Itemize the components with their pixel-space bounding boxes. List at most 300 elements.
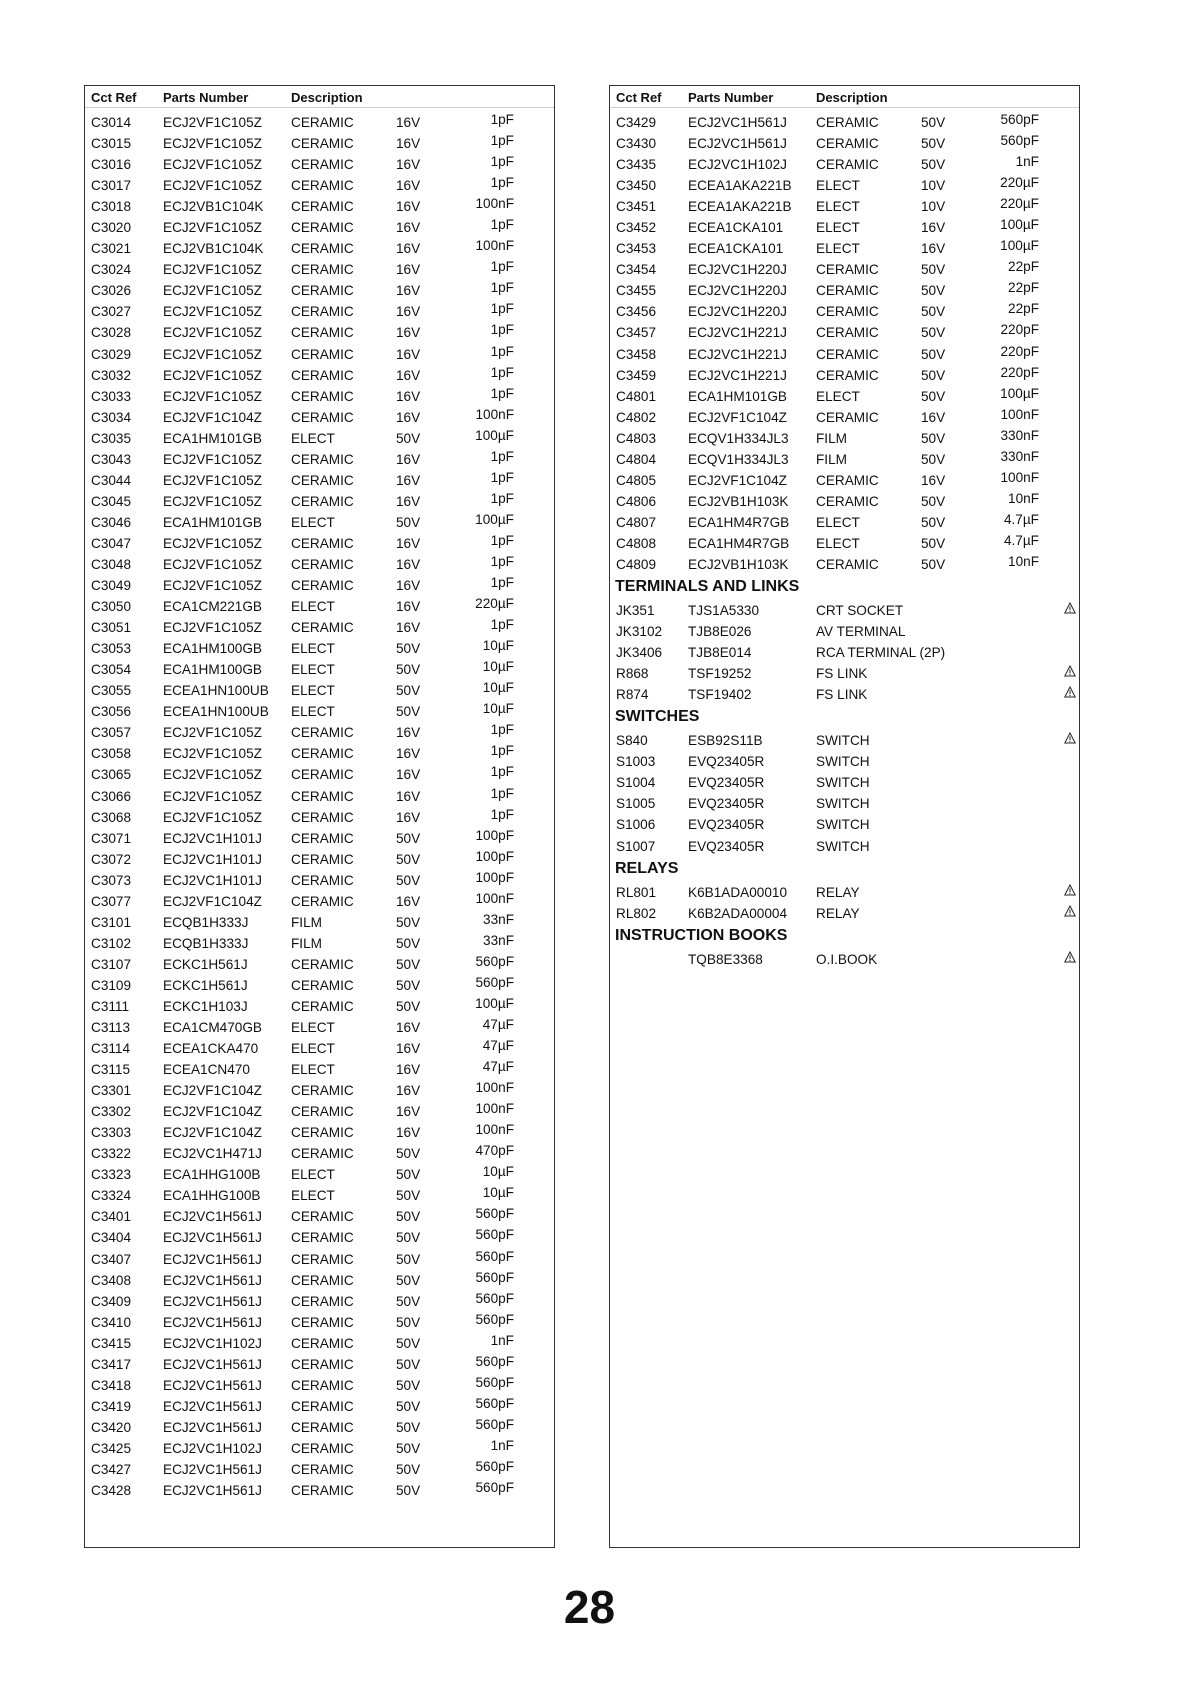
cct-ref: C4801: [616, 388, 657, 404]
cct-ref: JK3406: [616, 645, 663, 661]
description: CERAMIC: [291, 788, 354, 804]
description: CERAMIC: [816, 346, 879, 362]
table-row: [85, 533, 554, 554]
table-row: [85, 428, 554, 449]
description: ELECT: [291, 430, 335, 446]
table-row: [85, 1480, 554, 1501]
cct-ref: C3053: [91, 641, 132, 657]
voltage: 50V: [921, 283, 946, 299]
cct-ref: C3407: [91, 1251, 132, 1267]
cct-ref: C4808: [616, 535, 657, 551]
table-row: [85, 1333, 554, 1354]
cct-ref: C3066: [91, 788, 132, 804]
section-heading: [610, 857, 1079, 882]
table-row: [85, 1291, 554, 1312]
cct-ref: C3048: [91, 556, 132, 572]
voltage: 16V: [396, 1020, 421, 1036]
table-row: [85, 491, 554, 512]
value: 22pF: [1008, 280, 1039, 296]
parts-number: ECJ2VC1H561J: [163, 1293, 262, 1309]
parts-number: ECA1HHG100B: [163, 1188, 261, 1204]
parts-number: ECJ2VB1H103K: [688, 493, 789, 509]
table-row: [85, 1059, 554, 1080]
description: CERAMIC: [291, 304, 354, 320]
section-title: TERMINALS AND LINKS: [615, 578, 800, 596]
description: FS LINK: [816, 666, 868, 682]
parts-number: K6B1ADA00010: [688, 884, 788, 900]
table-row: [85, 301, 554, 322]
parts-number: ECJ2VF1C105Z: [163, 620, 262, 636]
table-row: [610, 238, 1079, 259]
cct-ref: C3016: [91, 157, 132, 173]
voltage: 50V: [921, 388, 946, 404]
value: 100nF: [1000, 406, 1039, 422]
voltage: 50V: [396, 1314, 421, 1330]
value: 470pF: [475, 1143, 514, 1159]
parts-number: ECJ2VF1C105Z: [163, 746, 262, 762]
description: ELECT: [291, 1167, 335, 1183]
description: CERAMIC: [816, 262, 879, 278]
cct-ref: C3417: [91, 1356, 132, 1372]
description: ELECT: [291, 683, 335, 699]
value: 47µF: [482, 1017, 514, 1033]
table-row: [85, 933, 554, 954]
description: CERAMIC: [291, 451, 354, 467]
table-row: [85, 807, 554, 828]
table-row: [610, 949, 1079, 970]
table-row: [85, 743, 554, 764]
description: SWITCH: [816, 754, 870, 770]
parts-number: EVQ23405R: [688, 754, 765, 770]
value: 1pF: [490, 490, 514, 506]
voltage: 16V: [396, 535, 421, 551]
safety-warning-icon: [1064, 951, 1076, 966]
voltage: 50V: [396, 1188, 421, 1204]
value: 1pF: [490, 322, 514, 338]
parts-number: ECQB1H333J: [163, 914, 249, 930]
parts-number: TJS1A5330: [688, 603, 760, 619]
parts-number: ECJ2VC1H561J: [163, 1483, 262, 1499]
table-row: [610, 407, 1079, 428]
table-row: [85, 449, 554, 470]
parts-number: ECEA1HN100UB: [163, 683, 269, 699]
parts-number: ECJ2VF1C105Z: [163, 493, 262, 509]
table-row: [610, 154, 1079, 175]
parts-number: ECA1HM100GB: [163, 641, 262, 657]
table-row: [610, 533, 1079, 554]
voltage: 50V: [396, 1440, 421, 1456]
description: ELECT: [816, 514, 860, 530]
cct-ref: C3456: [616, 304, 657, 320]
description: ELECT: [291, 599, 335, 615]
cct-ref: C3450: [616, 178, 657, 194]
description: ELECT: [816, 535, 860, 551]
voltage: 16V: [396, 472, 421, 488]
description: CERAMIC: [816, 325, 879, 341]
cct-ref: C3026: [91, 283, 132, 299]
voltage: 50V: [396, 1398, 421, 1414]
table-row: [610, 301, 1079, 322]
value: 10µF: [482, 1164, 514, 1180]
value: 560pF: [475, 1374, 514, 1390]
cct-ref: S840: [616, 733, 648, 749]
parts-number: ECJ2VF1C105Z: [163, 767, 262, 783]
parts-number: ECJ2VC1H101J: [163, 851, 262, 867]
parts-number: ECJ2VB1C104K: [163, 241, 264, 257]
description: SWITCH: [816, 775, 870, 791]
value: 1nF: [1015, 154, 1039, 170]
cct-ref: C3065: [91, 767, 132, 783]
safety-warning-icon: [1064, 884, 1076, 899]
voltage: 16V: [396, 1083, 421, 1099]
parts-number: ECJ2VF1C105Z: [163, 157, 262, 173]
cct-ref: S1004: [616, 775, 656, 791]
parts-number: ECJ2VC1H561J: [163, 1230, 262, 1246]
description: CERAMIC: [291, 325, 354, 341]
cct-ref: C3032: [91, 367, 132, 383]
description: CERAMIC: [291, 1209, 354, 1225]
parts-number: ECEA1CKA101: [688, 220, 784, 236]
table-row: [85, 764, 554, 785]
description: CERAMIC: [291, 893, 354, 909]
voltage: 50V: [921, 325, 946, 341]
table-row: [610, 428, 1079, 449]
voltage: 50V: [396, 1146, 421, 1162]
description: CERAMIC: [291, 767, 354, 783]
table-row: [610, 663, 1079, 684]
description: CERAMIC: [291, 1462, 354, 1477]
table-row: [610, 217, 1079, 238]
voltage: 10V: [921, 178, 946, 194]
description: CERAMIC: [291, 472, 354, 488]
table-row: [85, 575, 554, 596]
value: 560pF: [475, 1269, 514, 1285]
cct-ref: C3029: [91, 346, 132, 362]
value: 100µF: [1000, 238, 1039, 254]
voltage: 50V: [396, 641, 421, 657]
cct-ref: C3451: [616, 199, 657, 215]
value: 560pF: [475, 1311, 514, 1327]
cct-ref: C4807: [616, 514, 657, 530]
description: RELAY: [816, 884, 860, 900]
cct-ref: C3028: [91, 325, 132, 341]
voltage: 50V: [396, 851, 421, 867]
table-row: [85, 1312, 554, 1333]
description: FS LINK: [816, 687, 868, 703]
table-row: [610, 133, 1079, 154]
parts-number: ECJ2VF1C105Z: [163, 451, 262, 467]
description: CERAMIC: [291, 851, 354, 867]
parts-number: ECJ2VC1H561J: [163, 1462, 262, 1477]
table-row: [85, 1227, 554, 1248]
value: 1pF: [490, 112, 514, 127]
cct-ref: C3425: [91, 1440, 132, 1456]
voltage: 50V: [396, 830, 421, 846]
table-row: [610, 280, 1079, 301]
parts-number: ECJ2VF1C105Z: [163, 283, 262, 299]
value: 220µF: [1000, 196, 1039, 212]
parts-number: ECKC1H561J: [163, 956, 248, 972]
section-title: INSTRUCTION BOOKS: [615, 926, 788, 944]
voltage: 16V: [396, 241, 421, 257]
parts-number: ECA1HM101GB: [163, 514, 262, 530]
safety-warning-icon: [1064, 905, 1076, 920]
description: ELECT: [816, 388, 860, 404]
description: CERAMIC: [291, 1398, 354, 1414]
cct-ref: C3418: [91, 1377, 132, 1393]
table-row: [85, 259, 554, 280]
value: 10µF: [482, 701, 514, 717]
description: CERAMIC: [291, 1419, 354, 1435]
description: FILM: [816, 451, 847, 467]
description: SWITCH: [816, 838, 870, 854]
value: 560pF: [475, 974, 514, 990]
parts-number: ECJ2VC1H220J: [688, 304, 787, 320]
voltage: 50V: [396, 872, 421, 888]
value: 560pF: [475, 1227, 514, 1243]
value: 560pF: [475, 1416, 514, 1432]
voltage: 10V: [921, 199, 946, 215]
table-row: [610, 684, 1079, 705]
parts-number: ECJ2VF1C104Z: [163, 893, 262, 909]
table-row: [85, 596, 554, 617]
description: SWITCH: [816, 796, 870, 812]
parts-number: ECJ2VF1C105Z: [163, 136, 262, 152]
cct-ref: C4802: [616, 409, 657, 425]
cct-ref: C3049: [91, 578, 132, 594]
voltage: 50V: [396, 1293, 421, 1309]
description: CERAMIC: [816, 304, 879, 320]
table-row: [85, 1101, 554, 1122]
description: FILM: [291, 935, 322, 951]
value: 10µF: [482, 1185, 514, 1201]
voltage: 16V: [396, 409, 421, 425]
table-row: [610, 814, 1079, 835]
table-row: [85, 554, 554, 575]
parts-number: ECEA1CKA470: [163, 1041, 259, 1057]
table-row: [85, 1143, 554, 1164]
table-header: [610, 86, 1079, 108]
header-cct-ref: Cct Ref: [616, 90, 662, 105]
value: 100µF: [1000, 385, 1039, 401]
table-row: [85, 870, 554, 891]
description: CERAMIC: [291, 388, 354, 404]
cct-ref: C3102: [91, 935, 132, 951]
value: 100nF: [475, 1122, 514, 1138]
value: 220pF: [1000, 322, 1039, 338]
parts-number: ECJ2VC1H561J: [163, 1272, 262, 1288]
description: ELECT: [291, 641, 335, 657]
value: 330nF: [1000, 448, 1039, 464]
parts-number: ECQB1H333J: [163, 935, 249, 951]
table-row: [610, 344, 1079, 365]
parts-number: ECJ2VF1C105Z: [163, 556, 262, 572]
parts-number: ECJ2VC1H101J: [163, 830, 262, 846]
page-number: 28: [563, 1581, 616, 1633]
value: 4.7µF: [1003, 511, 1039, 527]
table-row: [610, 621, 1079, 642]
value: 1pF: [490, 301, 514, 317]
value: 4.7µF: [1003, 532, 1039, 548]
table-row: [85, 196, 554, 217]
cct-ref: C3323: [91, 1167, 132, 1183]
cct-ref: C3057: [91, 725, 132, 741]
description: ELECT: [291, 514, 335, 530]
cct-ref: C3035: [91, 430, 132, 446]
voltage: 50V: [921, 262, 946, 278]
parts-number: ECA1CM470GB: [163, 1020, 262, 1036]
value: 1pF: [490, 553, 514, 569]
value: 1pF: [490, 575, 514, 591]
section-heading: [610, 575, 1079, 600]
table-row: [610, 112, 1079, 133]
cct-ref: C3324: [91, 1188, 132, 1204]
voltage: 50V: [921, 556, 946, 572]
cct-ref: S1007: [616, 838, 656, 854]
value: 100nF: [475, 1080, 514, 1096]
description: CERAMIC: [291, 115, 354, 130]
table-row: [85, 1185, 554, 1206]
table-row: [85, 217, 554, 238]
parts-number: ECA1CM221GB: [163, 599, 262, 615]
value: 1pF: [490, 722, 514, 738]
voltage: 16V: [396, 1104, 421, 1120]
voltage: 50V: [396, 1377, 421, 1393]
parts-number: ECJ2VC1H471J: [163, 1146, 262, 1162]
value: 1nF: [490, 1437, 514, 1453]
cct-ref: C3322: [91, 1146, 132, 1162]
voltage: 50V: [396, 1167, 421, 1183]
value: 1pF: [490, 532, 514, 548]
description: CERAMIC: [291, 1293, 354, 1309]
value: 330nF: [1000, 427, 1039, 443]
cct-ref: C3427: [91, 1462, 132, 1477]
description: ELECT: [816, 241, 860, 257]
cct-ref: C3071: [91, 830, 132, 846]
parts-number: ECJ2VF1C104Z: [163, 1083, 262, 1099]
value: 1pF: [490, 743, 514, 759]
table-row: [85, 701, 554, 722]
description: CERAMIC: [291, 725, 354, 741]
cct-ref: C3455: [616, 283, 657, 299]
description: FILM: [816, 430, 847, 446]
voltage: 50V: [921, 115, 946, 130]
parts-number: ECJ2VF1C105Z: [163, 578, 262, 594]
voltage: 50V: [921, 493, 946, 509]
voltage: 16V: [396, 599, 421, 615]
table-row: [610, 365, 1079, 386]
parts-number: ECJ2VC1H561J: [163, 1251, 262, 1267]
parts-number: ECJ2VC1H221J: [688, 325, 787, 341]
cct-ref: C4804: [616, 451, 657, 467]
cct-ref: C3056: [91, 704, 132, 720]
table-row: [610, 512, 1079, 533]
description: RCA TERMINAL (2P): [816, 645, 946, 661]
section-heading: [610, 924, 1079, 949]
description: ELECT: [816, 199, 860, 215]
voltage: 16V: [396, 304, 421, 320]
voltage: 50V: [396, 1230, 421, 1246]
voltage: 50V: [396, 1209, 421, 1225]
description: CERAMIC: [291, 1272, 354, 1288]
cct-ref: S1006: [616, 817, 656, 833]
header-parts-number: Parts Number: [163, 90, 249, 105]
table-row: [610, 386, 1079, 407]
cct-ref: C3072: [91, 851, 132, 867]
value: 10µF: [482, 680, 514, 696]
voltage: 16V: [396, 367, 421, 383]
parts-number: ECKC1H561J: [163, 977, 248, 993]
description: ELECT: [816, 220, 860, 236]
description: ELECT: [291, 662, 335, 678]
cct-ref: C3034: [91, 409, 132, 425]
header-description: Description: [291, 90, 363, 105]
parts-rows: [85, 112, 554, 1501]
description: ELECT: [291, 1062, 335, 1078]
cct-ref: C3401: [91, 1209, 132, 1225]
parts-number: ECJ2VF1C105Z: [163, 304, 262, 320]
table-row: [85, 1249, 554, 1270]
value: 10µF: [482, 659, 514, 675]
voltage: 50V: [396, 430, 421, 446]
parts-number: ECJ2VC1H221J: [688, 346, 787, 362]
description: CERAMIC: [291, 535, 354, 551]
voltage: 16V: [921, 472, 946, 488]
table-header: [85, 86, 554, 108]
description: CERAMIC: [291, 1083, 354, 1099]
parts-number: ECEA1AKA221B: [688, 199, 792, 215]
voltage: 16V: [396, 220, 421, 236]
voltage: 16V: [396, 620, 421, 636]
voltage: 16V: [396, 157, 421, 173]
cct-ref: C4809: [616, 556, 657, 572]
parts-number: ECJ2VF1C104Z: [163, 1125, 262, 1141]
description: CERAMIC: [291, 998, 354, 1014]
parts-number: ECJ2VF1C105Z: [163, 535, 262, 551]
cct-ref: C3024: [91, 262, 132, 278]
parts-number: K6B2ADA00004: [688, 905, 788, 921]
cct-ref: C3410: [91, 1314, 132, 1330]
description: CERAMIC: [291, 1440, 354, 1456]
table-row: [85, 280, 554, 301]
value: 100µF: [475, 511, 514, 527]
parts-number: ECJ2VF1C104Z: [163, 1104, 262, 1120]
description: CERAMIC: [816, 493, 879, 509]
cct-ref: C3015: [91, 136, 132, 152]
value: 560pF: [475, 1206, 514, 1222]
section-heading: [610, 705, 1079, 730]
parts-number: ECJ2VF1C104Z: [688, 409, 787, 425]
safety-warning-icon: [1064, 665, 1076, 680]
table-row: [610, 793, 1079, 814]
table-row: [85, 407, 554, 428]
table-row: [85, 386, 554, 407]
cct-ref: C3058: [91, 746, 132, 762]
voltage: 16V: [921, 241, 946, 257]
parts-number: ECJ2VB1C104K: [163, 199, 264, 215]
value: 10µF: [482, 638, 514, 654]
value: 560pF: [475, 1395, 514, 1411]
value: 220µF: [1000, 175, 1039, 191]
voltage: 50V: [921, 514, 946, 530]
voltage: 16V: [396, 115, 421, 130]
value: 22pF: [1008, 301, 1039, 317]
description: O.I.BOOK: [816, 951, 878, 967]
table-row: [85, 912, 554, 933]
description: SWITCH: [816, 817, 870, 833]
voltage: 50V: [921, 304, 946, 320]
voltage: 50V: [396, 977, 421, 993]
